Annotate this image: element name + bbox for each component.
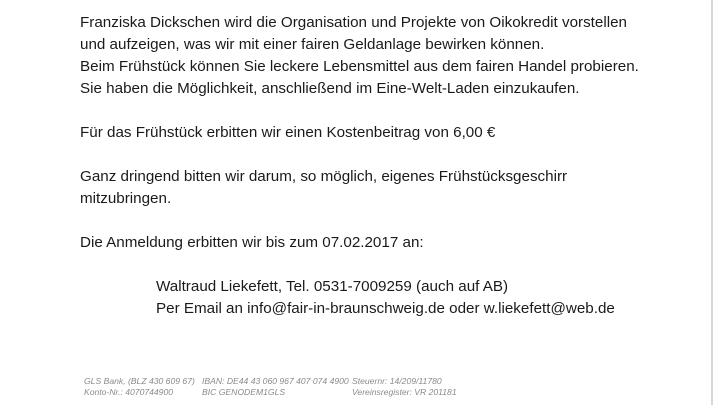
contact-email: Per Email an info@fair-in-braunschweig.de oder w.liekefett@web.de <box>156 300 615 317</box>
contact-phone: Waltraud Liekefett, Tel. 0531-7009259 (auch auf AB) <box>156 278 509 295</box>
footer-row <box>84 387 457 398</box>
dishes-line: Ganz dringend bitten wir darum, so möglich, eigenes Frühstücksgeschirr <box>80 168 568 185</box>
bank-footer <box>84 376 457 398</box>
register-number: Vereinsregister: VR 201181 <box>352 387 457 397</box>
iban: IBAN: DE44 43 060 967 407 074 4900 <box>202 376 349 386</box>
intro-line: Franziska Dickschen wird die Organisation und Projekte von Oikokredit vorstellen <box>80 14 627 31</box>
paragraph-gap <box>80 144 700 166</box>
footer-row <box>84 376 452 387</box>
intro-line: Sie haben die Möglichkeit, anschließend im Eine-Welt-Laden einzukaufen. <box>80 80 580 97</box>
cost-line: Für das Frühstück erbitten wir einen Kostenbeitrag von 6,00 € <box>80 124 496 141</box>
registration-line: Die Anmeldung erbitten wir bis zum 07.02.2017 an: <box>80 234 424 251</box>
dishes-line: mitzubringen. <box>80 190 172 207</box>
paragraph-gap <box>80 100 700 122</box>
letter-body <box>80 12 700 320</box>
account-number: Konto-Nr.: 4070744900 <box>84 387 174 397</box>
intro-line: und aufzeigen, was wir mit einer fairen Geldanlage bewirken können. <box>80 36 545 53</box>
tax-number: Steuernr: 14/209/11780 <box>352 376 442 386</box>
bank-name: GLS Bank, (BLZ 430 609 67) <box>84 376 195 386</box>
paragraph-gap <box>80 210 700 232</box>
contact-block <box>156 276 700 320</box>
intro-line: Beim Frühstück können Sie leckere Lebensmittel aus dem fairen Handel probieren. <box>80 58 639 75</box>
bic: BIC GENODEM1GLS <box>202 387 286 397</box>
paragraph-gap <box>80 254 700 276</box>
